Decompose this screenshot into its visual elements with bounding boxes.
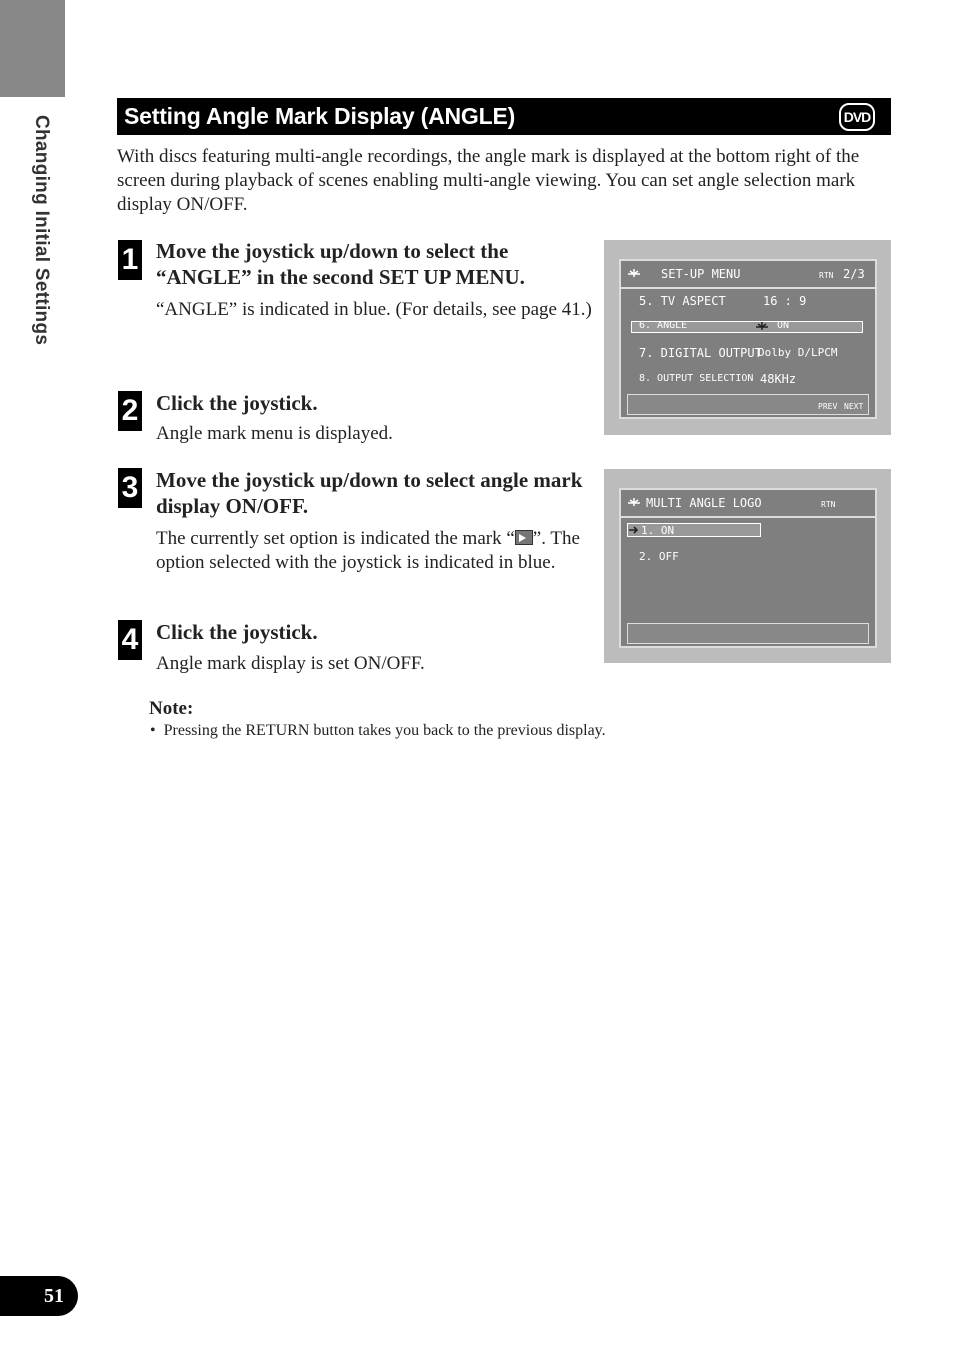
step-number-2: 2 <box>118 391 142 431</box>
step-1-body: “ANGLE” is indicated in blue. (For details, see page 41.) <box>156 299 592 320</box>
current-option-mark-icon <box>628 525 642 535</box>
setup-row-value: 48KHz <box>760 372 797 386</box>
setup-menu-header <box>621 261 875 289</box>
step-number-1: 1 <box>118 240 142 280</box>
note-item: • Pressing the RETURN button takes you back to the previous display. <box>150 722 606 739</box>
section-title-bar <box>117 98 891 135</box>
step-2-heading: Click the joystick. <box>156 391 318 415</box>
setup-menu-screenshot <box>604 240 891 435</box>
setup-row-value: ON <box>777 320 790 331</box>
step-2-body: Angle mark menu is displayed. <box>156 423 393 444</box>
option-on: 1. ON <box>641 524 675 537</box>
step-3-heading: Move the joystick up/down to select angle mark display ON/OFF. <box>156 468 583 518</box>
page-title: Setting Angle Mark Display (ANGLE) <box>124 103 516 129</box>
option-off: 2. OFF <box>639 550 679 563</box>
setup-row-label: 5. TV ASPECT <box>639 294 726 308</box>
next-label: NEXT <box>844 402 864 411</box>
multi-angle-logo-panel <box>619 488 877 648</box>
multi-angle-rtn: RTN <box>821 500 836 509</box>
intro-paragraph: With discs featuring multi-angle recordings, the angle mark is displayed at the bottom right of the screen during playback of scenes enabling multi-angle viewing. You can set angle selection mark display ON/OFF. <box>117 146 860 215</box>
setup-menu-footer <box>627 394 869 415</box>
step-4-body: Angle mark display is set ON/OFF. <box>156 653 425 674</box>
setup-row-label: 6. ANGLE <box>639 320 688 331</box>
step-1-heading: Move the joystick up/down to select the “ANGLE” in the second SET UP MENU. <box>156 239 525 289</box>
dvd-badge-icon: DVD <box>839 103 875 131</box>
step-number-3: 3 <box>118 468 142 508</box>
multi-angle-title: MULTI ANGLE LOGO <box>646 496 762 510</box>
current-option-mark-icon <box>515 530 533 545</box>
setup-row-label: 8. OUTPUT SELECTION <box>639 373 754 384</box>
step-3-body: The currently set option is indicated the mark “ ”. The option selected with the joystick is indicated in blue. <box>156 528 580 573</box>
setup-menu-panel <box>619 259 877 419</box>
setup-row-value: 16 : 9 <box>763 294 807 308</box>
multi-angle-footer <box>627 623 869 644</box>
edge-tab <box>0 0 65 97</box>
setup-menu-rtn: RTN <box>819 271 834 280</box>
note-heading: Note: <box>149 698 194 719</box>
multi-angle-logo-screenshot <box>604 469 891 663</box>
setup-row-label: 7. DIGITAL OUTPUT <box>639 346 762 360</box>
angle-icon <box>627 497 641 507</box>
step-4-heading: Click the joystick. <box>156 620 318 644</box>
setup-row-value: Dolby D/LPCM <box>758 346 838 359</box>
angle-icon <box>755 321 769 331</box>
setup-menu-page: 2/3 <box>843 267 865 281</box>
multi-angle-header <box>621 490 875 518</box>
prev-label: PREV <box>818 402 838 411</box>
setup-menu-title: SET-UP MENU <box>661 267 741 281</box>
angle-icon <box>627 268 641 278</box>
sidebar-section-label: Changing Initial Settings <box>31 115 52 346</box>
page-number: 51 <box>0 1276 78 1316</box>
step-number-4: 4 <box>118 620 142 660</box>
